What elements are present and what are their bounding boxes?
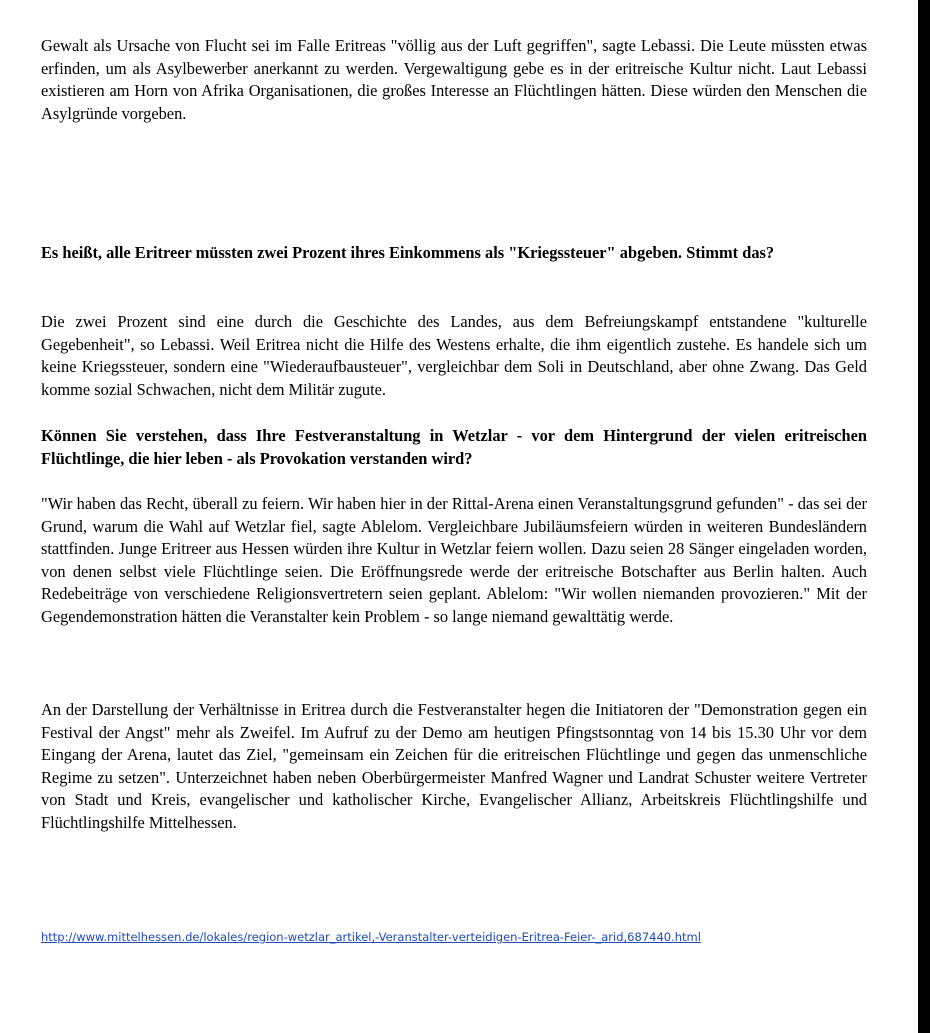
- window-edge-bar: [918, 0, 930, 1033]
- paragraph-violence-cause: Gewalt als Ursache von Flucht sei im Falle Eritreas "völlig aus der Luft gegriffen", sagte Lebassi. Die Leute müssten etwas erfinden, um als Asylbewerber anerkannt zu werden. Vergewaltigung gebe es in der eritreische Kultur nicht. Laut Lebassi existieren am Horn von Afrika Organisationen, die großes Interesse an Flüchtlingen hätten. Diese würden den Menschen die Asylgründe vorgeben.: [41, 36, 867, 123]
- paragraph-two-percent: Die zwei Prozent sind eine durch die Geschichte des Landes, aus dem Befreiungskampf entstandene "kulturelle Gegebenheit", so Lebassi. Weil Eritrea nicht die Hilfe des Westens erhalte, die ihm eigentlich zustehe. Es handele sich um keine Kriegssteuer, sondern eine "Wiederaufbausteuer", vergleichbar dem Soli in Deutschland, aber ohne Zwang. Das Geld komme sozial Schwachen, nicht dem Militär zugute.: [41, 312, 867, 399]
- question-festival-provocation: Können Sie verstehen, dass Ihre Festveranstaltung in Wetzlar - vor dem Hintergrund der vielen eritreischen Flüchtlinge, die hier leben - als Provokation verstanden wird?: [41, 426, 867, 468]
- question-war-tax: Es heißt, alle Eritreer müssten zwei Prozent ihres Einkommens als "Kriegssteuer" abgeben. Stimmt das?: [41, 243, 775, 262]
- paragraph-demonstration: An der Darstellung der Verhältnisse in Eritrea durch die Festveranstalter hegen die Initiatoren der "Demonstration gegen ein Festival der Angst" mehr als Zweifel. Im Aufruf zu der Demo am heutigen Pfingstsonntag von 14 bis 15.30 Uhr vor dem Eingang der Arena, lautet das Ziel, "gemeinsam ein Zeichen für die eritreischen Flüchtlinge und gegen das unmenschliche Regime zu setzen". Unterzeichnet haben neben Oberbürgermeister Manfred Wagner und Landrat Schuster weitere Vertreter von Stadt und Kreis, evangelischer und katholischer Kirche, Evangelischer Allianz, Arbeitskreis Flüchtlingshilfe und Flüchtlingshilfe Mittelhessen.: [41, 700, 867, 832]
- paragraph-right-to-celebrate: "Wir haben das Recht, überall zu feiern. Wir haben hier in der Rittal-Arena einen Veranstaltungsgrund gefunden" - das sei der Grund, warum die Wahl auf Wetzlar fiel, sagte Ablelom. Vergleichbare Jubiläumsfeiern würden in weiteren Bundesländern stattfinden. Junge Eritreer aus Hessen würden ihre Kultur in Wetzlar feiern wollen. Dazu seien 28 Sänger eingeladen worden, von denen selbst viele Flüchtlinge seien. Die Eröffnungsrede werde der eritreische Botschafter aus Berlin halten. Auch Redebeiträge von verschiedene Religionsvertretern seien geplant. Ablelom: "Wir wollen niemanden provozieren." Mit der Gegendemonstration hätten die Veranstalter kein Problem - so lange niemand gewalttätig werde.: [41, 494, 867, 626]
- source-link[interactable]: http://www.mittelhessen.de/lokales/region-wetzlar_artikel,-Veranstalter-verteidigen-Eritrea-Feier-_arid,687440.html: [41, 930, 701, 944]
